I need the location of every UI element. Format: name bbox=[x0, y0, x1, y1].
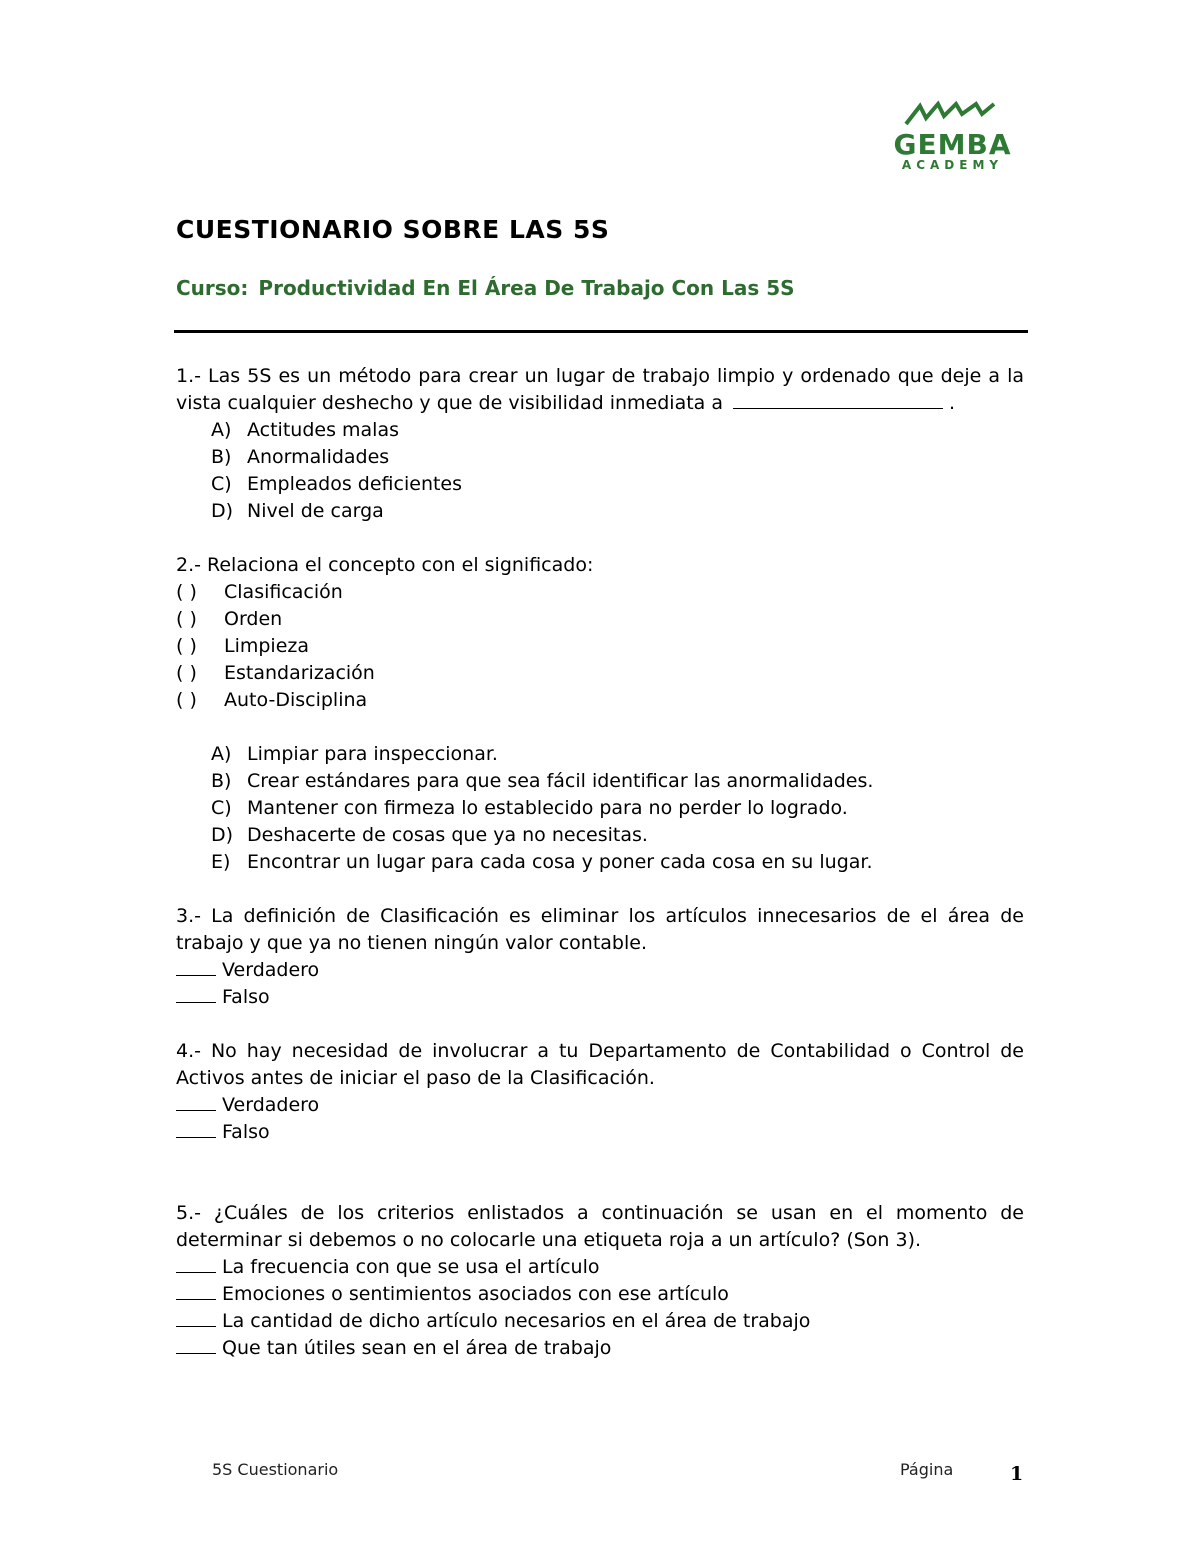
header-divider bbox=[174, 330, 1028, 333]
answer-blank[interactable] bbox=[176, 957, 216, 976]
option-letter: C) bbox=[211, 473, 232, 495]
question-3-text: 3.- La definición de Clasificación es eliminar los artículos innecesarios de el área de trabajo y que ya no tienen ningún valor contable. bbox=[176, 905, 1024, 954]
option-text: Empleados deficientes bbox=[247, 473, 463, 495]
footer-page-number: 1 bbox=[1010, 1463, 1024, 1485]
answer-row bbox=[176, 984, 1024, 1011]
concept-blank[interactable]: ( ) bbox=[176, 662, 197, 684]
logo-mountains-icon bbox=[898, 100, 998, 130]
option-row bbox=[176, 822, 1024, 849]
option-text: Mantener con firmeza lo establecido para no perder lo logrado. bbox=[247, 797, 848, 819]
concept-text: Estandarización bbox=[224, 662, 375, 684]
option-row bbox=[176, 417, 1024, 444]
concept-blank[interactable]: ( ) bbox=[176, 635, 197, 657]
answer-text: Verdadero bbox=[222, 1094, 320, 1116]
option-letter: B) bbox=[211, 446, 232, 468]
answer-row bbox=[176, 1281, 1024, 1308]
answer-blank[interactable] bbox=[733, 390, 943, 409]
option-row bbox=[176, 498, 1024, 525]
concept-text: Auto-Disciplina bbox=[224, 689, 368, 711]
option-row bbox=[176, 768, 1024, 795]
option-text: Crear estándares para que sea fácil identificar las anormalidades. bbox=[247, 770, 874, 792]
option-text: Actitudes malas bbox=[247, 419, 399, 441]
option-text: Nivel de carga bbox=[247, 500, 384, 522]
concept-row bbox=[176, 687, 1024, 714]
concept-row bbox=[176, 633, 1024, 660]
concept-blank[interactable]: ( ) bbox=[176, 608, 197, 630]
answer-blank[interactable] bbox=[176, 1335, 216, 1354]
concept-row bbox=[176, 579, 1024, 606]
answer-blank[interactable] bbox=[176, 1308, 216, 1327]
question-5-text: 5.- ¿Cuáles de los criterios enlistados a continuación se usan en el momento de determinar si debemos o no colocarle una etiqueta roja a un artículo? (Son 3). bbox=[176, 1202, 1024, 1251]
question-1 bbox=[176, 363, 1024, 417]
option-letter: C) bbox=[211, 797, 232, 819]
concept-blank[interactable]: ( ) bbox=[176, 581, 197, 603]
answer-text: Falso bbox=[222, 1121, 270, 1143]
concept-row bbox=[176, 606, 1024, 633]
question-4-text: 4.- No hay necesidad de involucrar a tu Departamento de Contabilidad o Control de Activos antes de iniciar el paso de la Clasificación. bbox=[176, 1040, 1024, 1089]
page-title: CUESTIONARIO SOBRE LAS 5S bbox=[176, 215, 610, 244]
option-text: Anormalidades bbox=[247, 446, 390, 468]
concept-text: Clasificación bbox=[224, 581, 343, 603]
logo-gemba-text: GEMBA bbox=[893, 128, 1012, 161]
answer-blank[interactable] bbox=[176, 984, 216, 1003]
course-name: Productividad En El Área De Trabajo Con Las 5S bbox=[258, 276, 795, 300]
answer-row bbox=[176, 1092, 1024, 1119]
concept-text: Limpieza bbox=[224, 635, 310, 657]
option-letter: B) bbox=[211, 770, 232, 792]
option-row bbox=[176, 741, 1024, 768]
option-row bbox=[176, 795, 1024, 822]
answer-row bbox=[176, 1335, 1024, 1362]
option-row bbox=[176, 849, 1024, 876]
answer-row bbox=[176, 1254, 1024, 1281]
course-line bbox=[176, 274, 795, 302]
answer-blank[interactable] bbox=[176, 1281, 216, 1300]
questionnaire-body bbox=[176, 363, 1024, 1362]
question-1-text: 1.- Las 5S es un método para crear un lugar de trabajo limpio y ordenado que deje a la vista cualquier deshecho y que de visibilidad inmediata a bbox=[176, 365, 1024, 414]
option-row bbox=[176, 471, 1024, 498]
question-2-text: 2.- Relaciona el concepto con el significado: bbox=[176, 554, 594, 576]
course-label: Curso: bbox=[176, 276, 249, 300]
answer-blank[interactable] bbox=[176, 1092, 216, 1111]
answer-text: Verdadero bbox=[222, 959, 320, 981]
gemba-academy-logo bbox=[880, 100, 1025, 175]
option-letter: D) bbox=[211, 824, 234, 846]
concept-text: Orden bbox=[224, 608, 283, 630]
logo-academy-text: ACADEMY bbox=[901, 158, 1004, 172]
option-text: Deshacerte de cosas que ya no necesitas. bbox=[247, 824, 648, 846]
question-1-end: . bbox=[949, 392, 956, 414]
answer-text: Que tan útiles sean en el área de trabajo bbox=[222, 1337, 612, 1359]
answer-row bbox=[176, 1119, 1024, 1146]
answer-blank[interactable] bbox=[176, 1254, 216, 1273]
concept-row bbox=[176, 660, 1024, 687]
answer-text: La frecuencia con que se usa el artículo bbox=[222, 1256, 600, 1278]
option-letter: A) bbox=[211, 419, 232, 441]
answer-row bbox=[176, 957, 1024, 984]
footer-page-label: Página bbox=[900, 1460, 954, 1479]
answer-text: La cantidad de dicho artículo necesarios en el área de trabajo bbox=[222, 1310, 811, 1332]
footer-doc-name: 5S Cuestionario bbox=[212, 1460, 339, 1479]
answer-blank[interactable] bbox=[176, 1119, 216, 1138]
option-text: Encontrar un lugar para cada cosa y poner cada cosa en su lugar. bbox=[247, 851, 873, 873]
option-letter: E) bbox=[211, 851, 231, 873]
option-text: Limpiar para inspeccionar. bbox=[247, 743, 498, 765]
answer-text: Falso bbox=[222, 986, 270, 1008]
option-row bbox=[176, 444, 1024, 471]
option-letter: A) bbox=[211, 743, 232, 765]
option-letter: D) bbox=[211, 500, 234, 522]
answer-text: Emociones o sentimientos asociados con ese artículo bbox=[222, 1283, 729, 1305]
concept-blank[interactable]: ( ) bbox=[176, 689, 197, 711]
answer-row bbox=[176, 1308, 1024, 1335]
